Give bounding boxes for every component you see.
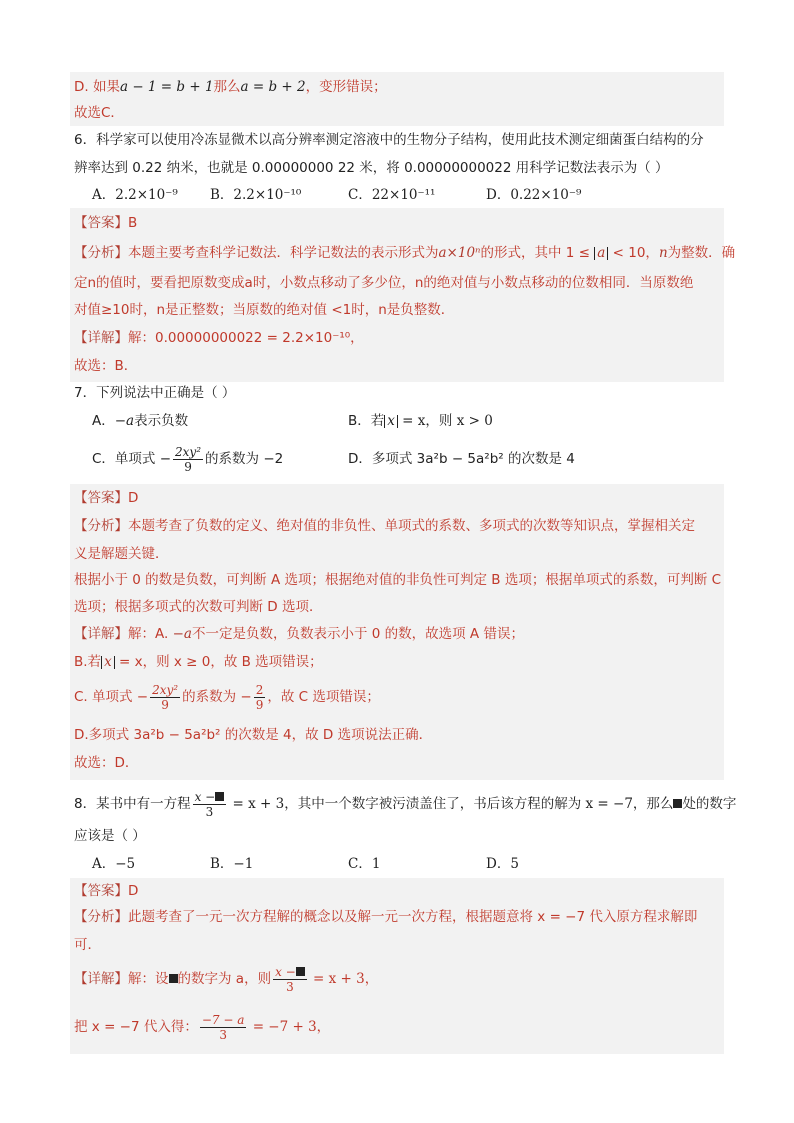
q6-analysis-line2: 定n的值时，要看把原数变成a时，小数点移动了多少位，n的绝对值与小数点移动的位数相同．当原数绝	[74, 275, 694, 291]
ink-blot-icon	[169, 974, 178, 983]
q6-analysis-line3: 对值≥10时，n是正整数；当原数的绝对值 <1时，n是负整数．	[74, 302, 455, 318]
q7-option-c-fraction: $\frac{\text{2xy²}}{9}$	[175, 444, 202, 474]
q7-detail-fraction-2: $\frac{2}{9}$	[255, 682, 264, 712]
q7-conclusion: 故选：D．	[74, 755, 139, 771]
q8-analysis-line2: 可．	[74, 937, 101, 953]
prev-conclusion: 故选C．	[74, 105, 124, 121]
q7-detail-line2: B.若 x = x，则 x ≥ 0，故 B 选项错误；	[74, 654, 323, 670]
q7-analysis-line4: 选项；根据多项式的次数可判断 D 选项．	[74, 599, 323, 615]
q8-option-c: C．1	[348, 856, 381, 872]
ink-blot-icon	[296, 967, 305, 976]
q7-detail-fraction-1: $\frac{\text{2xy²}}{9}$	[152, 682, 179, 712]
q8-analysis-line1: 【分析】此题考查了一元一次方程解的概念以及解一元一次方程，根据题意将 x = −7 代入原方程求解即	[74, 909, 698, 925]
q7-analysis-line3: 根据小于 0 的数是负数，可判断 A 选项；根据绝对值的非负性可判定 B 选项；根据单项式的系数，可判断 C	[74, 572, 722, 588]
q8-detail-fraction-2: $\frac{-7 - a}{3}$	[201, 1012, 245, 1042]
q8-answer: 【答案】D	[74, 883, 139, 899]
q7-option-c: C．单项式 − $\frac{\text{2xy²}}{9}$ 的系数为 −2	[92, 444, 284, 474]
ink-blot-icon	[215, 792, 224, 801]
q8-detail-line1: 【详解】解：设 的数字为 a，则 $\frac{x -}{3}$ = x + 3，	[74, 964, 379, 994]
q8-option-b: B．−1	[210, 856, 254, 872]
q6-conclusion: 故选：B．	[74, 358, 138, 374]
q8-option-a: A．−5	[92, 856, 136, 872]
q6-option-a: A．2.2×10⁻⁹	[92, 187, 178, 203]
q6-option-d: D．0.22×10⁻⁹	[486, 187, 582, 203]
q6-answer: 【答案】B	[74, 215, 138, 231]
q7-answer: 【答案】D	[74, 490, 139, 506]
q7-option-d: D．多项式 3a²b − 5a²b² 的次数是 4	[348, 451, 575, 467]
q7-option-b: B．若 x = x，则 x > 0	[348, 413, 493, 429]
q7-option-a: A．−a表示负数	[92, 413, 189, 429]
solution-block-q6	[70, 208, 724, 382]
q6-option-b: B．2.2×10⁻¹⁰	[210, 187, 302, 203]
q7-detail-line4: D.多项式 3a²b − 5a²b² 的次数是 4，故 D 选项说法正确．	[74, 727, 433, 743]
q7-detail-line1: 【详解】解：A. −a不一定是负数，负数表示小于 0 的数，故选项 A 错误；	[74, 626, 524, 642]
q8-stem-line2: 应该是（ ）	[74, 828, 146, 844]
prev-option-d: D. 如果a − 1 = b + 1那么a = b + 2，变形错误；	[74, 79, 387, 95]
q6-detail: 【详解】解：0.00000000022 = 2.2×10⁻¹⁰，	[74, 330, 364, 346]
q7-stem: 7．下列说法中正确是（ ）	[74, 385, 236, 401]
q8-stem-line1: 8．某书中有一方程 $\frac{x -}{3}$ = x + 3，其中一个数字被污渍盖住了，书后该方程的解为 x = −7，那么 处的数字	[74, 789, 737, 819]
q6-analysis-line1: 【分析】本题主要考查科学记数法．科学记数法的表示形式为a×10ⁿ的形式，其中 1 ≤ a < 10，n为整数．确	[74, 245, 736, 261]
q8-detail-fraction-1: $\frac{x -}{3}$	[273, 965, 307, 994]
q8-stem-fraction: $\frac{x -}{3}$	[193, 790, 227, 819]
q7-analysis-line2: 义是解题关键．	[74, 546, 169, 562]
q7-detail-line3: C. 单项式 − $\frac{\text{2xy²}}{9}$ 的系数为 − $\frac{2}{9}$ ，故 C 选项错误；	[74, 682, 380, 712]
q6-option-c: C．22×10⁻¹¹	[348, 187, 436, 203]
q7-analysis-line1: 【分析】本题考查了负数的定义、绝对值的非负性、单项式的系数、多项式的次数等知识点，掌握相关定	[74, 518, 695, 534]
q8-detail-line2: 把 x = −7 代入得： $\frac{-7 - a}{3}$ = −7 + 3，	[74, 1012, 331, 1042]
q6-stem-line2: 辨率达到 0.22 纳米，也就是 0.00000000 22 米，将 0.00000000022 用科学记数法表示为（ ）	[74, 160, 669, 176]
q8-option-d: D．5	[486, 856, 519, 872]
q6-stem-line1: 6．科学家可以使用冷冻显微术以高分辨率测定溶液中的生物分子结构，使用此技术测定细菌蛋白结构的分	[74, 132, 704, 148]
